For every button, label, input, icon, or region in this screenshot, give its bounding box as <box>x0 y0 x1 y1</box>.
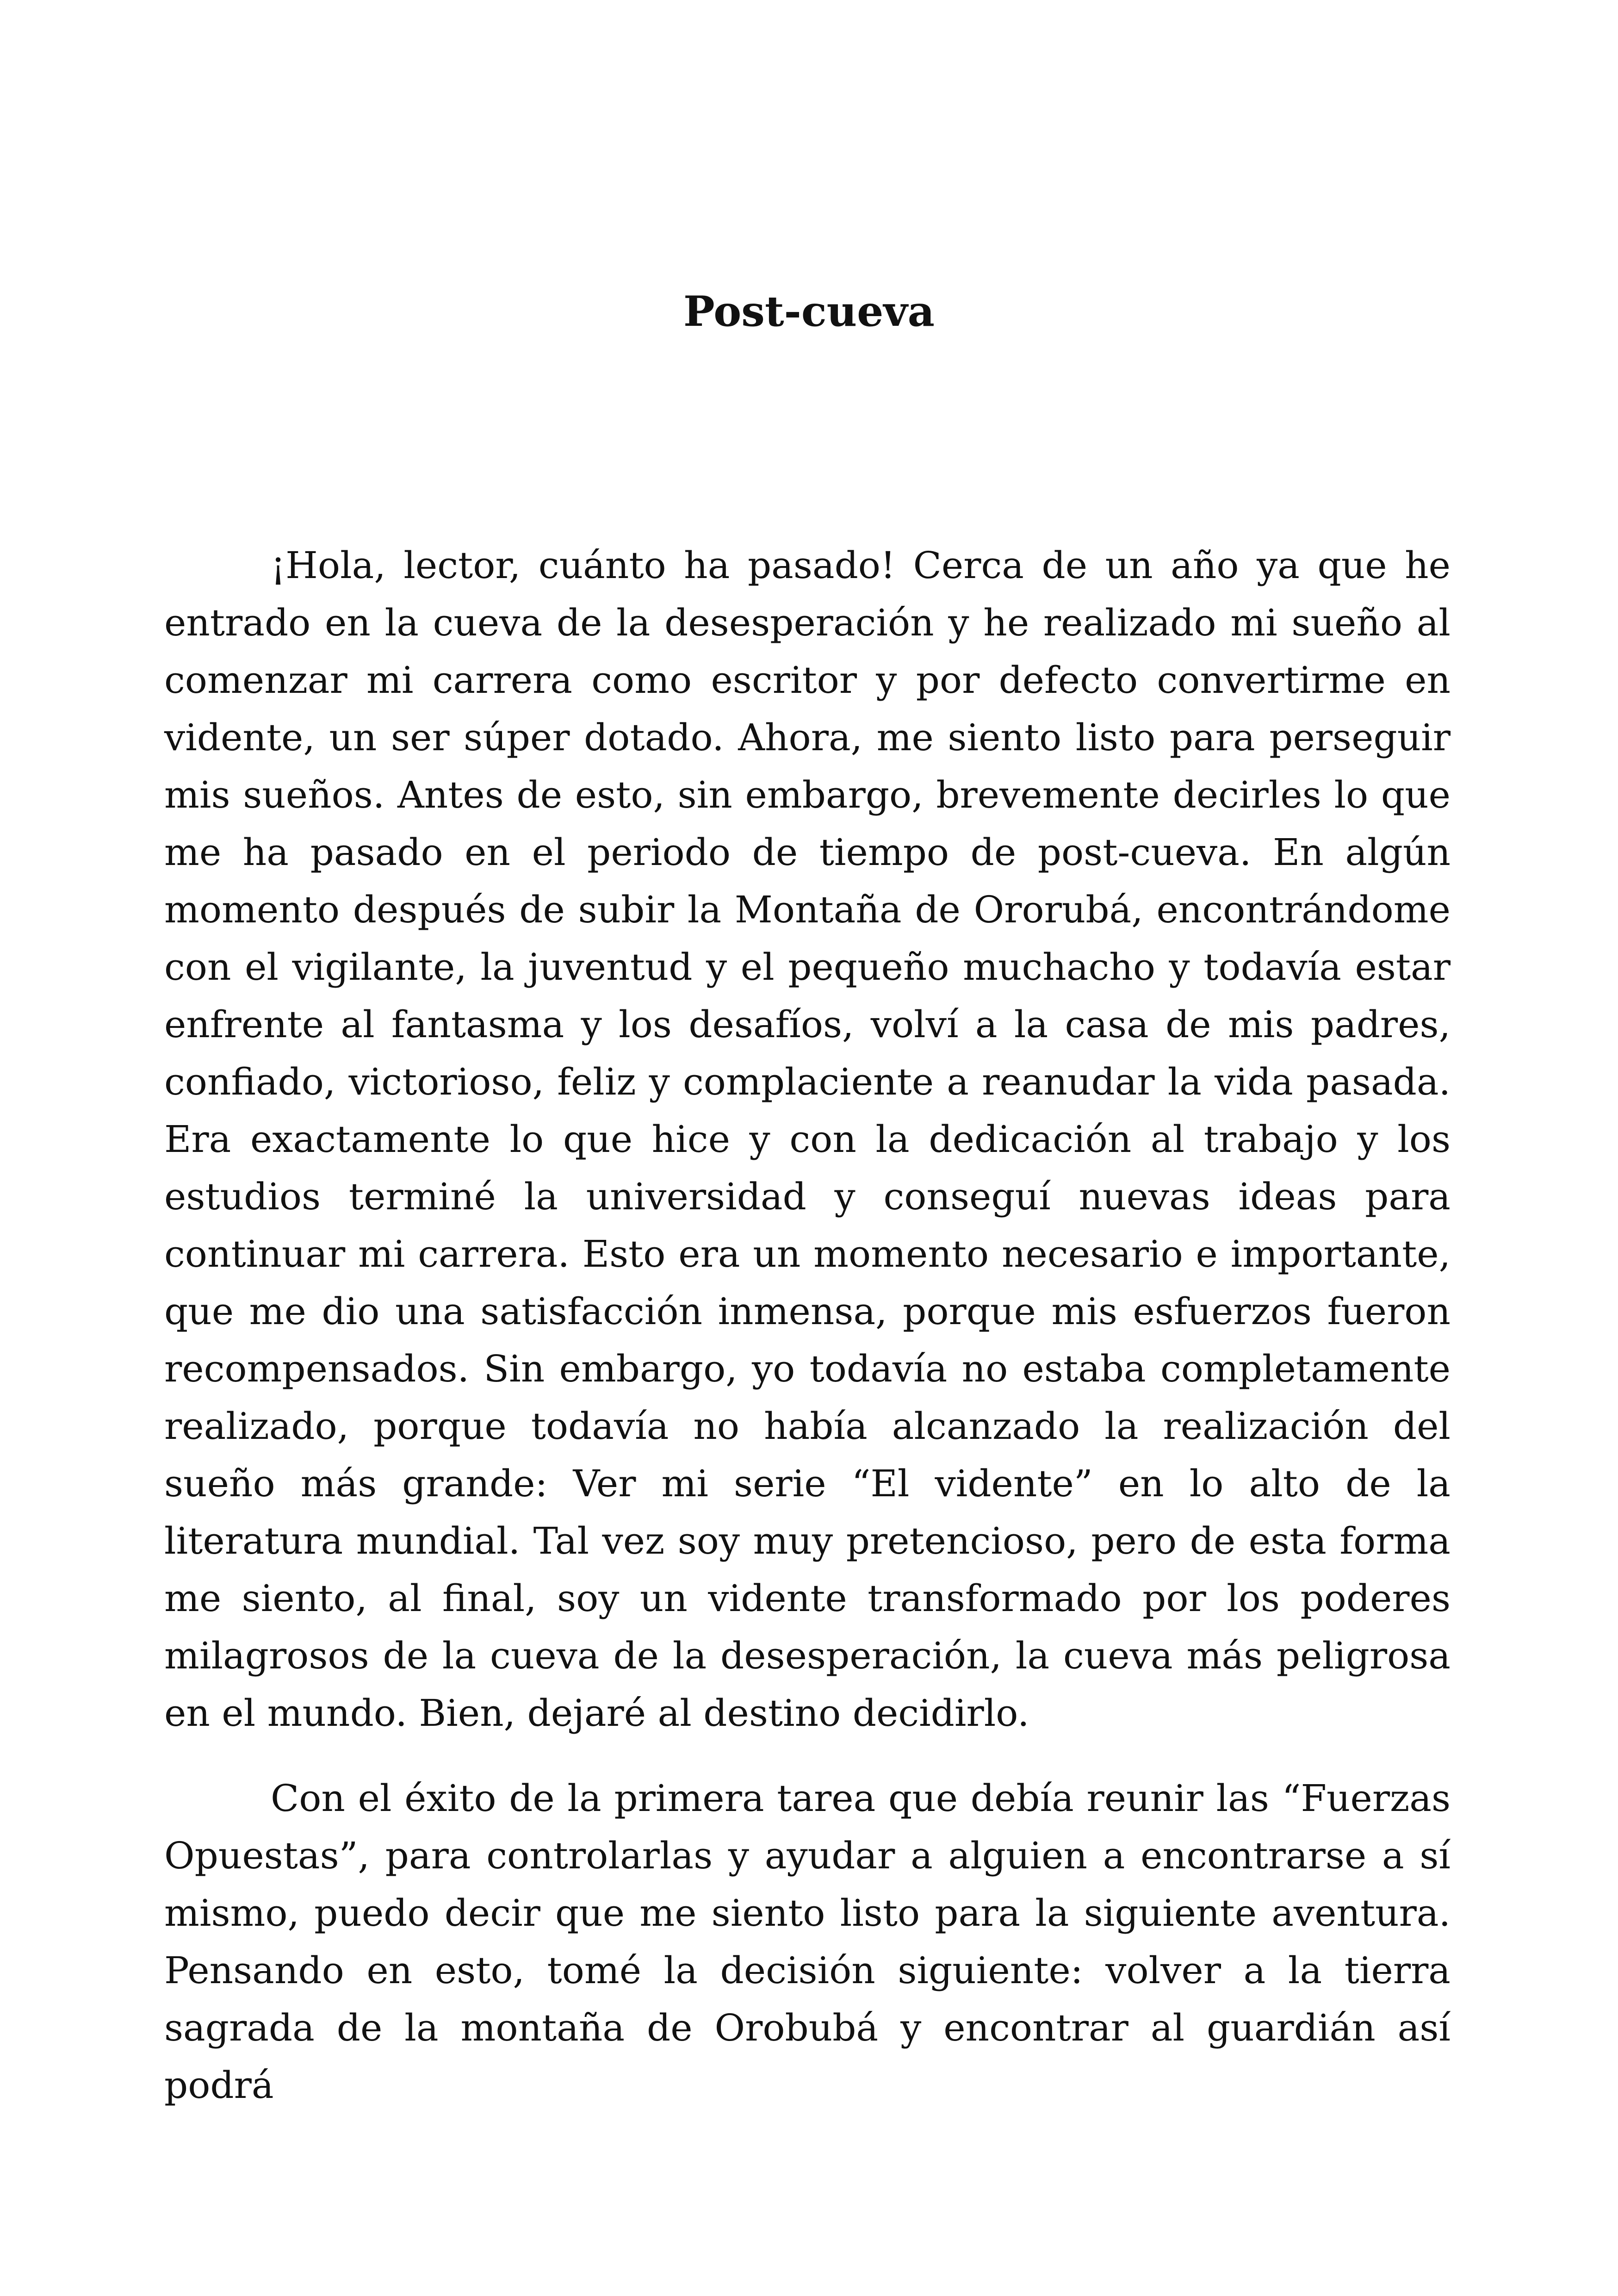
chapter-body <box>164 537 1451 2114</box>
paragraph-2: Con el éxito de la primera tarea que debía reunir las “Fuerzas Opuestas”, para controlarlas y ayudar a alguien a encontrarse a sí mismo, puedo decir que me siento listo para la siguiente aventura. Pensando en esto, tomé la decisión siguiente: volver a la tierra sagrada de la montaña de Orobubá y encontrar al guardián así podrá <box>164 1777 1451 2107</box>
chapter-title: Post-cueva <box>683 287 935 336</box>
paragraph-1: ¡Hola, lector, cuánto ha pasado! Cerca de un año ya que he entrado en la cueva de la desesperación y he realizado mi sueño al comenzar mi carrera como escritor y por defecto convertirme en vidente, un ser súper dotado. Ahora, me siento listo para perseguir mis sueños. Antes de esto, sin embargo, brevemente decirles lo que me ha pasado en el periodo de tiempo de post-cueva. En algún momento después de subir la Montaña de Ororubá, encontrándome con el vigilante, la juventud y el pequeño muchacho y todavía estar enfrente al fantasma y los desafíos, volví a la casa de mis padres, confiado, victorioso, feliz y complaciente a reanudar la vida pasada. Era exactamente lo que hice y con la dedicación al trabajo y los estudios terminé la universidad y conseguí nuevas ideas para continuar mi carrera. Esto era un momento necesario e importante, que me dio una satisfacción inmensa, porque mis esfuerzos fueron recompensados. Sin embargo, yo todavía no estaba completamente realizado, porque todavía no había alcanzado la realización del sueño más grande: Ver mi serie “El vidente” en lo alto de la literatura mundial. Tal vez soy muy pretencioso, pero de esta forma me siento, al final, soy un vidente transformado por los poderes milagrosos de la cueva de la desesperación, la cueva más peligrosa en el mundo. Bien, dejaré al destino decidirlo. <box>164 544 1451 1735</box>
